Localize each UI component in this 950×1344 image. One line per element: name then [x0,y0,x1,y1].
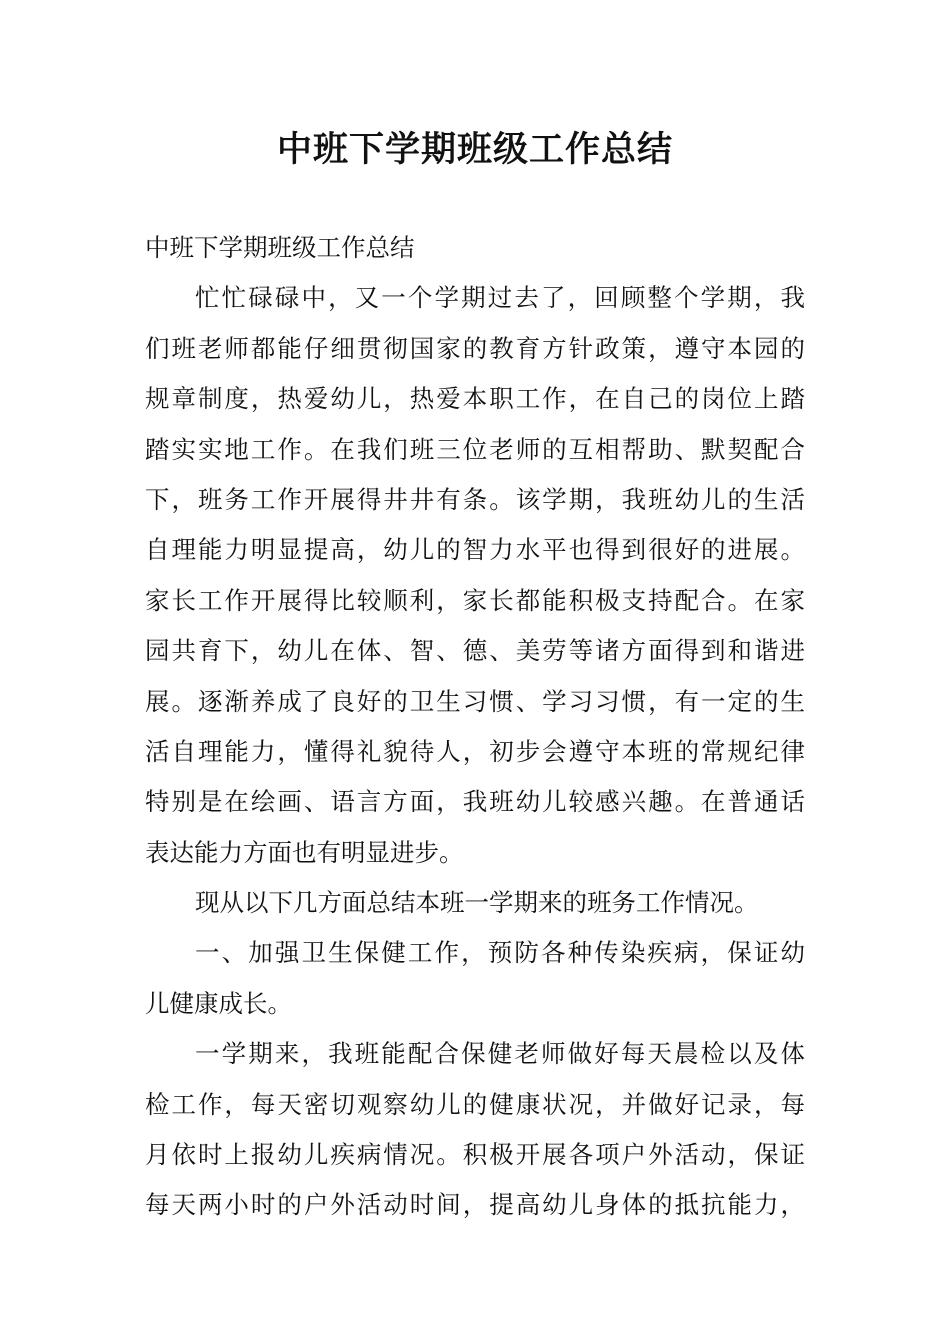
document-title: 中班下学期班级工作总结 [276,130,673,170]
body-text-line: 月依时上报幼儿疾病情况。积极开展各项户外活动，保证 [145,1140,805,1170]
body-text-line: 活自理能力，懂得礼貌待人，初步会遵守本班的常规纪律 [145,736,805,766]
body-text-line: 现从以下几方面总结本班一学期来的班务工作情况。 [195,888,759,918]
body-text-line: 园共育下，幼儿在体、智、德、美劳等诸方面得到和谐进 [145,636,805,666]
body-text-line: 儿健康成长。 [145,988,292,1018]
body-text-line: 家长工作开展得比较顺利，家长都能积极支持配合。在家 [145,585,805,615]
body-text-line: 一学期来，我班能配合保健老师做好每天晨检以及体 [195,1039,805,1069]
body-text-line: 忙忙碌碌中，又一个学期过去了，回顾整个学期，我 [195,283,805,313]
document-body [145,223,805,1231]
body-text-line: 们班老师都能仔细贯彻国家的教育方针政策，遵守本园的 [145,333,805,363]
body-text-line: 下，班务工作开展得井井有条。该学期，我班幼儿的生活 [145,484,805,514]
body-text-line: 一、加强卫生保健工作，预防各种传染疾病，保证幼 [195,938,805,968]
body-text-line: 展。逐渐养成了良好的卫生习惯、学习习惯，有一定的生 [145,686,805,716]
body-text-line: 规章制度，热爱幼儿，热爱本职工作，在自己的岗位上踏 [145,384,805,414]
body-text-line: 检工作，每天密切观察幼儿的健康状况，并做好记录，每 [145,1089,805,1119]
body-text-line: 特别是在绘画、语言方面，我班幼儿较感兴趣。在普通话 [145,787,805,817]
body-text-line: 自理能力明显提高，幼儿的智力水平也得到很好的进展。 [145,535,805,565]
document-subtitle: 中班下学期班级工作总结 [145,233,415,262]
body-text-line: 表达能力方面也有明显进步。 [145,837,464,867]
body-text-line: 踏实实地工作。在我们班三位老师的互相帮助、默契配合 [145,434,805,464]
body-text-line: 每天两小时的户外活动时间，提高幼儿身体的抵抗能力， [145,1190,805,1220]
